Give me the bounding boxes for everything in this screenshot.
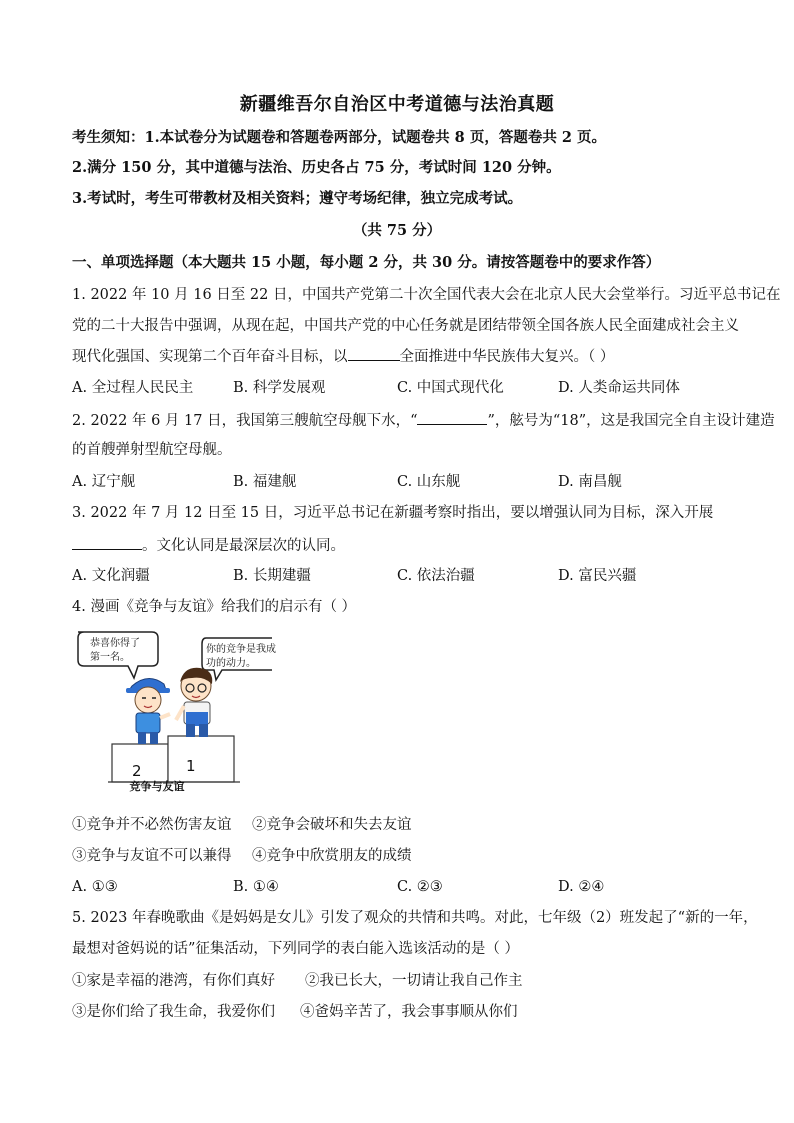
cartoon-caption: 竞争与友谊 [129,780,185,793]
q3-option-d: D. 富民兴疆 [558,568,637,584]
q1-option-d: D. 人类命运共同体 [558,380,680,396]
q4-option-d: D. ②④ [558,879,605,895]
q2-option-c: C. 山东舰 [397,474,461,490]
notice-line-1: 考生须知：1.本试卷分为试题卷和答题卷两部分，试题卷共 8 页，答题卷共 2 页。 [72,129,607,146]
q3-option-a: A. 文化润疆 [72,568,150,584]
q5-line-1: 5. 2023 年春晚歌曲《是妈妈是女儿》引发了观众的共情和共鸣。对此，七年级（2）班发起了“新的一年， [72,910,758,926]
q3-option-b: B. 长期建疆 [233,568,311,584]
q1-option-a: A. 全过程人民民主 [72,380,194,396]
q4-option-c: C. ②③ [397,879,443,895]
q1-line-1: 1. 2022 年 10 月 16 日至 22 日，中国共产党第二十次全国代表大会在北京人民大会堂举行。习近平总书记在 [72,287,781,303]
q2-line-1-suffix: ”，舷号为“18”，这是我国完全自主设计建造 [487,413,775,429]
q5-statement-2: ②我已长大，一切请让我自己作主 [305,973,523,989]
q4-line-1: 4. 漫画《竞争与友谊》给我们的启示有（ ） [72,599,357,615]
q5-statement-1: ①家是幸福的港湾，有你们真好 [72,973,275,989]
q2-option-d: D. 南昌舰 [558,474,622,490]
q4-statement-4: ④竞争中欣赏朋友的成绩 [252,848,412,864]
notice-line-2: 2.满分 150 分，其中道德与法治、历史各占 75 分，考试时间 120 分钟。 [72,159,561,176]
q3-line-2 [72,535,732,556]
answer-blank [72,535,142,550]
q2-line-1-prefix: 2. 2022 年 6 月 17 日，我国第三艘航空母舰下水，“ [72,413,418,429]
q2-option-a: A. 辽宁舰 [72,474,136,490]
q1-line-3-prefix: 现代化强国、实现第二个百年奋斗目标，以 [72,349,348,365]
q4-statement-3: ③竞争与友谊不可以兼得 [72,848,232,864]
q1-option-c: C. 中国式现代化 [397,380,504,396]
answer-blank [348,346,400,361]
boy-first-place [176,668,212,737]
section-heading: 一、单项选择题（本大题共 15 小题，每小题 2 分，共 30 分。请按答题卷中的要求作答） [72,254,661,271]
q4-statement-1: ①竞争并不必然伤害友谊 [72,817,232,833]
q1-line-2: 党的二十大报告中强调，从现在起，中国共产党的中心任务就是团结带领全国各族人民全面建成社会主义 [72,318,739,334]
q5-statement-4: ④爸妈辛苦了，我会事事顺从你们 [300,1004,518,1020]
q3-line-1: 3. 2022 年 7 月 12 日至 15 日，习近平总书记在新疆考察时指出，要以增强认同为目标，深入开展 [72,505,714,521]
q2-line-2: 的首艘弹射型航空母舰。 [72,442,232,458]
q3-option-c: C. 依法治疆 [397,568,475,584]
q5-line-2: 最想对爸妈说的话”征集活动，下列同学的表白能入选该活动的是（ ） [72,941,520,957]
q4-statement-2: ②竞争会破坏和失去友谊 [252,817,412,833]
q1-line-3 [72,346,732,367]
q3-line-2-text: 。文化认同是最深层次的认同。 [142,538,345,554]
bubble-right-line-2: 功的动力。 [206,658,256,669]
answer-blank [417,410,487,425]
rank-1-label: 1 [186,757,196,775]
q4-option-a: A. ①③ [72,879,118,895]
page-title: 新疆维吾尔自治区中考道德与法治真题 [239,94,555,115]
score-total: （共 75 分） [352,222,442,239]
rank-2-label: 2 [132,762,142,780]
q4-option-b: B. ①④ [233,879,279,895]
q2-line-1 [72,410,775,431]
q5-statement-3: ③是你们给了我生命，我爱你们 [72,1004,275,1020]
q1-option-b: B. 科学发展观 [233,380,326,396]
q2-option-b: B. 福建舰 [233,474,297,490]
bubble-left-line-1: 恭喜你得了 [90,638,140,649]
q1-line-3-suffix: 全面推进中华民族伟大复兴。（ ） [399,349,615,365]
bubble-left-line-2: 第一名。 [90,652,130,663]
bubble-right-line-1: 你的竞争是我成 [206,644,276,655]
notice-line-3: 3.考试时，考生可带教材及相关资料；遵守考场纪律，独立完成考试。 [72,190,523,207]
boy-second-place [126,678,170,744]
podium-first [168,736,234,782]
